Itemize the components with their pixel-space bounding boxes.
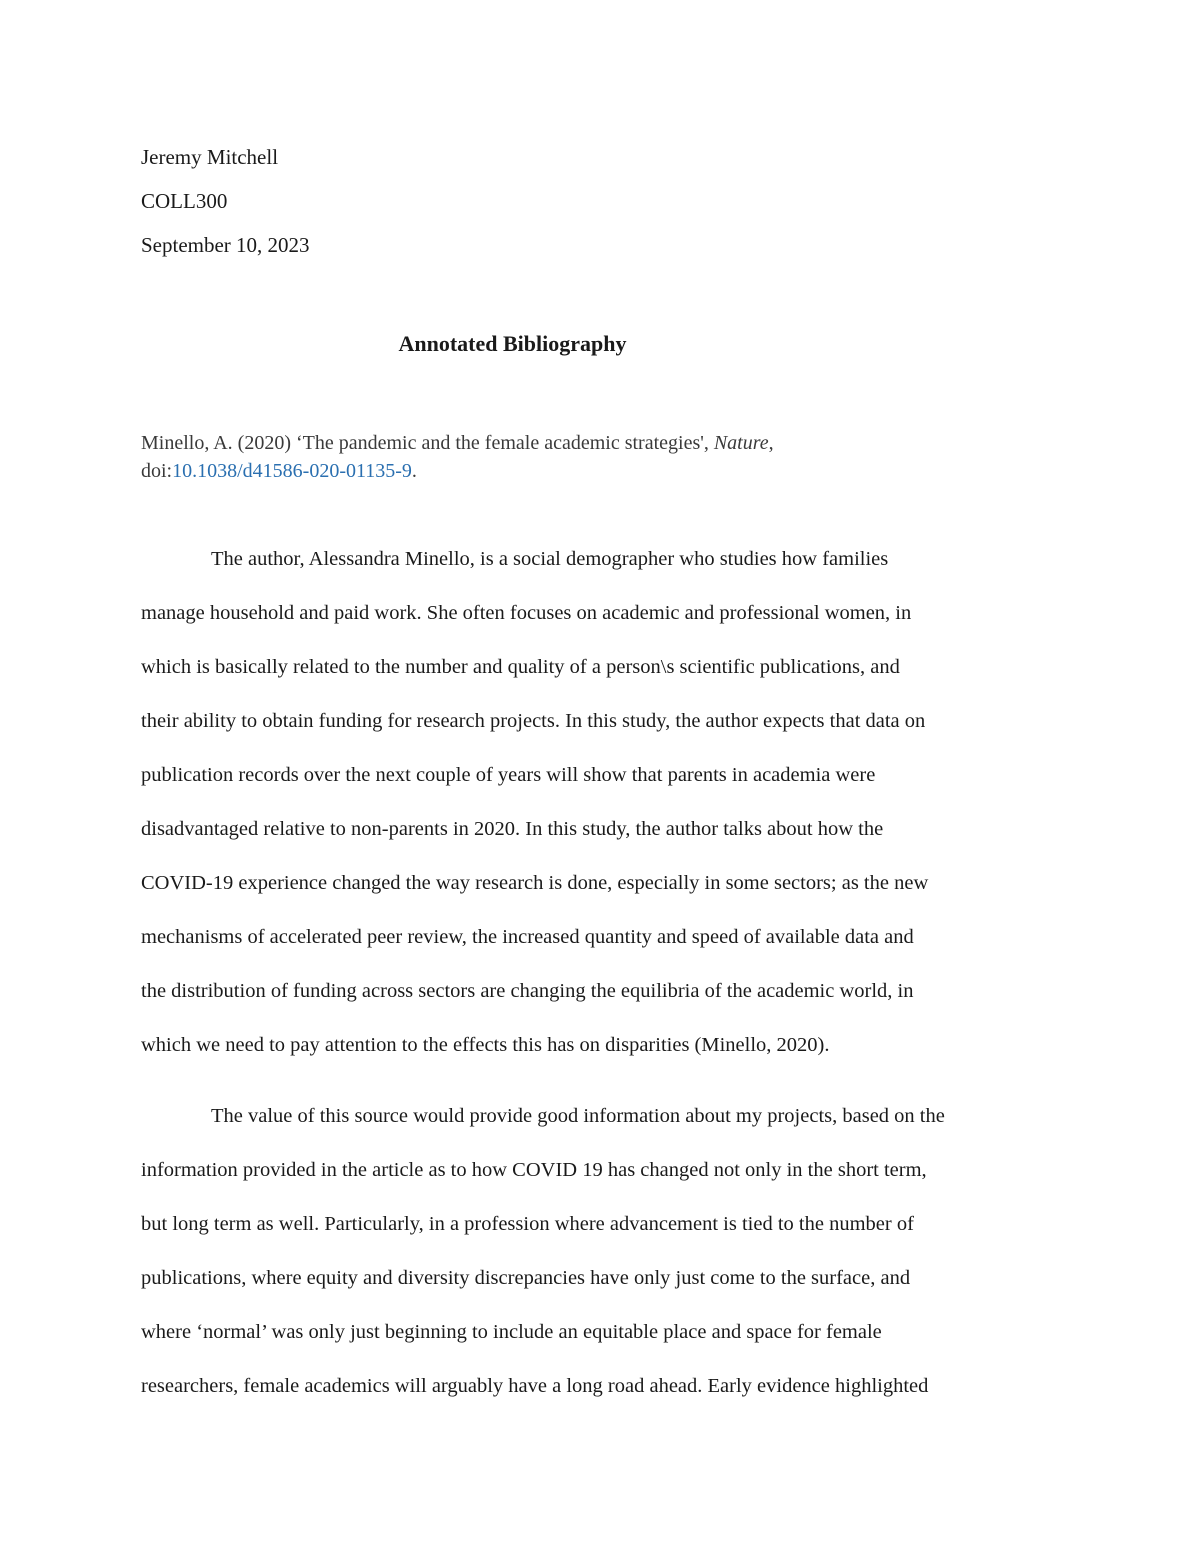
paragraph-line: The value of this source would provide good information about my projects, based on the — [211, 1105, 945, 1127]
doi-end: . — [411, 460, 417, 482]
paragraph-line: publication records over the next couple of years will show that parents in academia were — [141, 764, 876, 786]
citation-journal: Nature — [713, 432, 769, 454]
paragraph-line: which we need to pay attention to the effects this has on disparities (Minello, 2020). — [141, 1034, 830, 1056]
paragraph-line: which is basically related to the number and quality of a person\s scientific publications, and — [141, 656, 900, 678]
paragraph-line: the distribution of funding across sectors are changing the equilibria of the academic world, in — [141, 980, 914, 1002]
paragraph-line: The author, Alessandra Minello, is a social demographer who studies how families — [211, 548, 889, 570]
paragraph-line: publications, where equity and diversity discrepancies have only just come to the surface, and — [141, 1267, 911, 1289]
paragraph-line: mechanisms of accelerated peer review, the increased quantity and speed of available data and — [141, 926, 914, 948]
paragraph-line: manage household and paid work. She often focuses on academic and professional women, in — [141, 602, 912, 624]
paragraph-line: disadvantaged relative to non-parents in 2020. In this study, the author talks about how the — [141, 818, 884, 840]
paragraph-line: researchers, female academics will arguably have a long road ahead. Early evidence highlighted — [141, 1375, 929, 1397]
paragraph-line: where ‘normal’ was only just beginning to include an equitable place and space for female — [141, 1321, 882, 1343]
citation-text: Minello, A. (2020) ‘The pandemic and the female academic strategies', — [141, 432, 714, 454]
annotation-paragraph-1 — [141, 532, 1066, 1072]
paragraph-line: but long term as well. Particularly, in a profession where advancement is tied to the number of — [141, 1213, 914, 1235]
doi-prefix: doi: — [141, 460, 173, 482]
page-title: Annotated Bibliography — [398, 331, 627, 356]
paragraph-line: COVID-19 experience changed the way research is done, especially in some sectors; as the new — [141, 872, 929, 894]
course-code: COLL300 — [141, 189, 228, 213]
document-date: September 10, 2023 — [141, 233, 310, 257]
author-name: Jeremy Mitchell — [141, 145, 279, 169]
paragraph-line: their ability to obtain funding for research projects. In this study, the author expects that data on — [141, 710, 926, 732]
annotation-paragraph-2 — [141, 1089, 1066, 1413]
citation-entry — [141, 429, 1061, 485]
citation-line-1 — [141, 429, 1061, 457]
paragraph-line: information provided in the article as to how COVID 19 has changed not only in the short term, — [141, 1159, 927, 1181]
citation-line-2 — [141, 457, 1061, 485]
doi-link[interactable]: 10.1038/d41586-020-01135-9 — [172, 460, 412, 482]
citation-comma: , — [768, 432, 774, 454]
